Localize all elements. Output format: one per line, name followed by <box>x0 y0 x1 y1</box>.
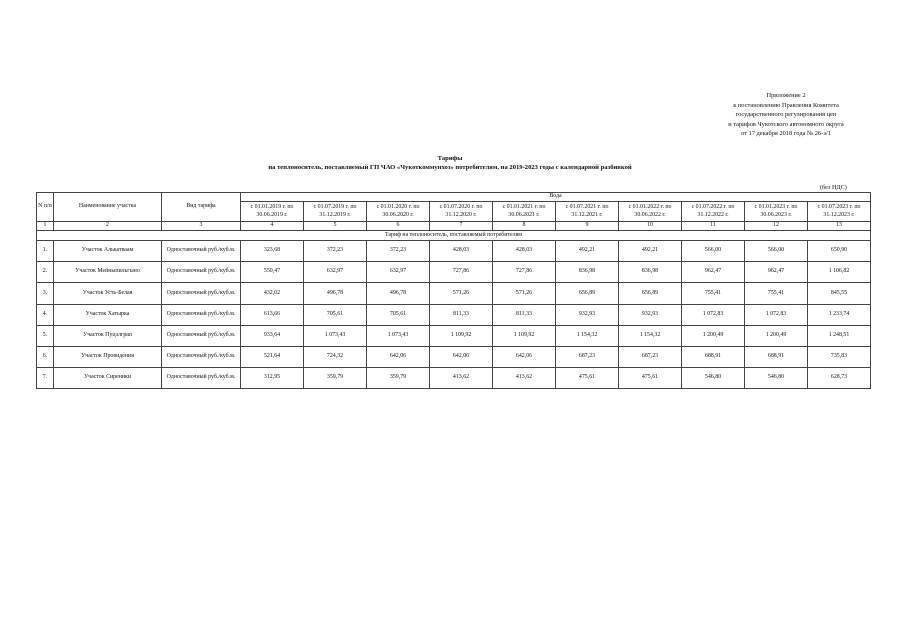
header-no: N п/п <box>37 193 54 222</box>
column-number: 11 <box>682 222 745 231</box>
tariff-value: 613,66 <box>241 304 304 325</box>
section-row <box>37 231 871 241</box>
tariff-value: 475,61 <box>619 368 682 389</box>
tariff-value: 1 200,49 <box>745 325 808 346</box>
tariff-value: 642,06 <box>430 346 493 367</box>
site-name: Участок Алькатваам <box>54 241 162 262</box>
tariff-value: 811,33 <box>430 304 493 325</box>
tariff-kind: Одноставочный руб./куб.м. <box>162 304 241 325</box>
tariff-value: 566,00 <box>745 241 808 262</box>
header-period: с 01.07.2019 г. по 31.12.2019 г. <box>304 202 367 222</box>
document-subtitle: на теплоноситель, поставляемый ГП ЧАО «Чукоткоммунхоз» потребителям, на 2019-2023 годы с календарной разбивкой <box>268 164 632 171</box>
tariff-value: 642,06 <box>367 346 430 367</box>
tariff-value: 705,61 <box>367 304 430 325</box>
column-number-row <box>37 222 871 231</box>
table-row <box>37 325 871 346</box>
column-number: 5 <box>304 222 367 231</box>
tariff-value: 1 106,82 <box>808 262 871 283</box>
tariff-value: 688,91 <box>682 346 745 367</box>
tariff-value: 632,97 <box>367 262 430 283</box>
tariff-value: 413,62 <box>493 368 556 389</box>
tariff-value: 1 072,83 <box>682 304 745 325</box>
tariff-value: 755,41 <box>745 283 808 304</box>
tariff-value: 566,00 <box>682 241 745 262</box>
tariff-value: 312,95 <box>241 368 304 389</box>
tariff-table <box>36 192 871 389</box>
row-number: 6. <box>37 346 54 367</box>
site-name: Участок Мейныпильгыно <box>54 262 162 283</box>
tariff-value: 811,33 <box>493 304 556 325</box>
column-number: 10 <box>619 222 682 231</box>
appendix-line: Приложение 2 <box>766 92 806 99</box>
row-number: 3. <box>37 283 54 304</box>
tariff-value: 492,21 <box>556 241 619 262</box>
tariff-value: 546,80 <box>682 368 745 389</box>
tariff-table-body <box>37 193 871 389</box>
tariff-value: 571,26 <box>493 283 556 304</box>
header-period: с 01.01.2020 г. по 30.06.2020 г. <box>367 202 430 222</box>
vat-note: (без НДС) <box>820 184 847 191</box>
site-name: Участок Сиреники <box>54 368 162 389</box>
appendix-line: государственного регулирования цен <box>735 111 837 119</box>
tariff-value: 962,47 <box>745 262 808 283</box>
tariff-value: 372,23 <box>304 241 367 262</box>
tariff-value: 933,64 <box>241 325 304 346</box>
tariff-value: 687,23 <box>556 346 619 367</box>
tariff-value: 550,47 <box>241 262 304 283</box>
column-number: 8 <box>493 222 556 231</box>
tariff-value: 1 109,92 <box>430 325 493 346</box>
header-period: с 01.01.2021 г. по 30.06.2021 г. <box>493 202 556 222</box>
tariff-value: 323,68 <box>241 241 304 262</box>
appendix-block <box>700 91 872 139</box>
tariff-value: 724,32 <box>304 346 367 367</box>
tariff-kind: Одноставочный руб./куб.м. <box>162 262 241 283</box>
header-site: Наименование участка <box>54 193 162 222</box>
tariff-value: 688,91 <box>745 346 808 367</box>
tariff-kind: Одноставочный руб./куб.м. <box>162 241 241 262</box>
tariff-value: 492,21 <box>619 241 682 262</box>
tariff-value: 359,79 <box>304 368 367 389</box>
table-row <box>37 346 871 367</box>
header-period: с 01.01.2023 г. по 30.06.2023 г. <box>745 202 808 222</box>
tariff-value: 650,90 <box>808 241 871 262</box>
appendix-line: и тарифов Чукотского автономного округа <box>728 120 844 128</box>
column-number: 12 <box>745 222 808 231</box>
column-number: 3 <box>162 222 241 231</box>
header-period: с 01.07.2023 г. по 31.12.2023 г. <box>808 202 871 222</box>
site-name: Участок Провидения <box>54 346 162 367</box>
tariff-value: 1 072,83 <box>745 304 808 325</box>
column-number: 7 <box>430 222 493 231</box>
tariff-value: 496,78 <box>367 283 430 304</box>
tariff-value: 705,61 <box>304 304 367 325</box>
tariff-value: 546,80 <box>745 368 808 389</box>
tariff-value: 656,89 <box>556 283 619 304</box>
header-period: с 01.07.2020 г. по 31.12.2020 г. <box>430 202 493 222</box>
tariff-value: 735,83 <box>808 346 871 367</box>
tariff-value: 1 200,49 <box>682 325 745 346</box>
tariff-value: 475,61 <box>556 368 619 389</box>
section-label: Тариф на теплоноситель, поставляемый потребителям <box>37 231 871 241</box>
tariff-value: 359,79 <box>367 368 430 389</box>
tariff-value: 1 154,32 <box>556 325 619 346</box>
tariff-value: 845,55 <box>808 283 871 304</box>
site-name: Участок Хатырка <box>54 304 162 325</box>
tariff-kind: Одноставочный руб./куб.м. <box>162 368 241 389</box>
row-number: 5. <box>37 325 54 346</box>
row-number: 4. <box>37 304 54 325</box>
tariff-value: 1 248,51 <box>808 325 871 346</box>
tariff-value: 962,47 <box>682 262 745 283</box>
tariff-value: 571,26 <box>430 283 493 304</box>
tariff-value: 1 073,43 <box>367 325 430 346</box>
tariff-value: 1 109,92 <box>493 325 556 346</box>
row-number: 7. <box>37 368 54 389</box>
table-row <box>37 304 871 325</box>
tariff-value: 642,06 <box>493 346 556 367</box>
site-name: Участок Пуцэлграп <box>54 325 162 346</box>
header-row <box>37 193 871 202</box>
site-name: Участок Усть-Белая <box>54 283 162 304</box>
column-number: 9 <box>556 222 619 231</box>
document-title-block <box>230 154 670 172</box>
tariff-kind: Одноставочный руб./куб.м. <box>162 346 241 367</box>
row-number: 1. <box>37 241 54 262</box>
header-period: с 01.01.2019 г. по 30.06.2019 г. <box>241 202 304 222</box>
tariff-value: 836,98 <box>619 262 682 283</box>
column-number: 6 <box>367 222 430 231</box>
tariff-value: 372,23 <box>367 241 430 262</box>
tariff-value: 628,73 <box>808 368 871 389</box>
appendix-line: к постановлению Правления Комитета <box>733 101 839 109</box>
header-period: с 01.07.2021 г. по 31.12.2021 г. <box>556 202 619 222</box>
tariff-value: 932,93 <box>619 304 682 325</box>
header-period: с 01.07.2022 г. по 31.12.2022 г. <box>682 202 745 222</box>
header-group: Вода <box>241 193 871 202</box>
tariff-value: 687,23 <box>619 346 682 367</box>
tariff-value: 727,86 <box>430 262 493 283</box>
tariff-value: 1 154,32 <box>619 325 682 346</box>
tariff-kind: Одноставочный руб./куб.м. <box>162 325 241 346</box>
tariff-value: 836,98 <box>556 262 619 283</box>
header-period: с 01.01.2022 г. по 30.06.2022 г. <box>619 202 682 222</box>
column-number: 13 <box>808 222 871 231</box>
tariff-value: 413,62 <box>430 368 493 389</box>
tariff-value: 428,03 <box>430 241 493 262</box>
header-kind: Вид тарифа <box>162 193 241 222</box>
table-row <box>37 262 871 283</box>
table-row <box>37 368 871 389</box>
tariff-value: 496,78 <box>304 283 367 304</box>
tariff-kind: Одноставочный руб./куб.м. <box>162 283 241 304</box>
column-number: 1 <box>37 222 54 231</box>
table-row <box>37 283 871 304</box>
tariff-value: 727,86 <box>493 262 556 283</box>
tariff-value: 1 233,74 <box>808 304 871 325</box>
table-row <box>37 241 871 262</box>
tariff-value: 632,97 <box>304 262 367 283</box>
appendix-line: от 17 декабря 2018 года № 26-э/1 <box>741 130 831 138</box>
tariff-value: 656,89 <box>619 283 682 304</box>
tariff-value: 432,02 <box>241 283 304 304</box>
column-number: 2 <box>54 222 162 231</box>
tariff-value: 932,93 <box>556 304 619 325</box>
tariff-value: 755,41 <box>682 283 745 304</box>
tariff-value: 521,64 <box>241 346 304 367</box>
tariff-value: 1 073,43 <box>304 325 367 346</box>
tariff-value: 428,03 <box>493 241 556 262</box>
document-title: Тарифы <box>437 155 463 162</box>
column-number: 4 <box>241 222 304 231</box>
row-number: 2. <box>37 262 54 283</box>
